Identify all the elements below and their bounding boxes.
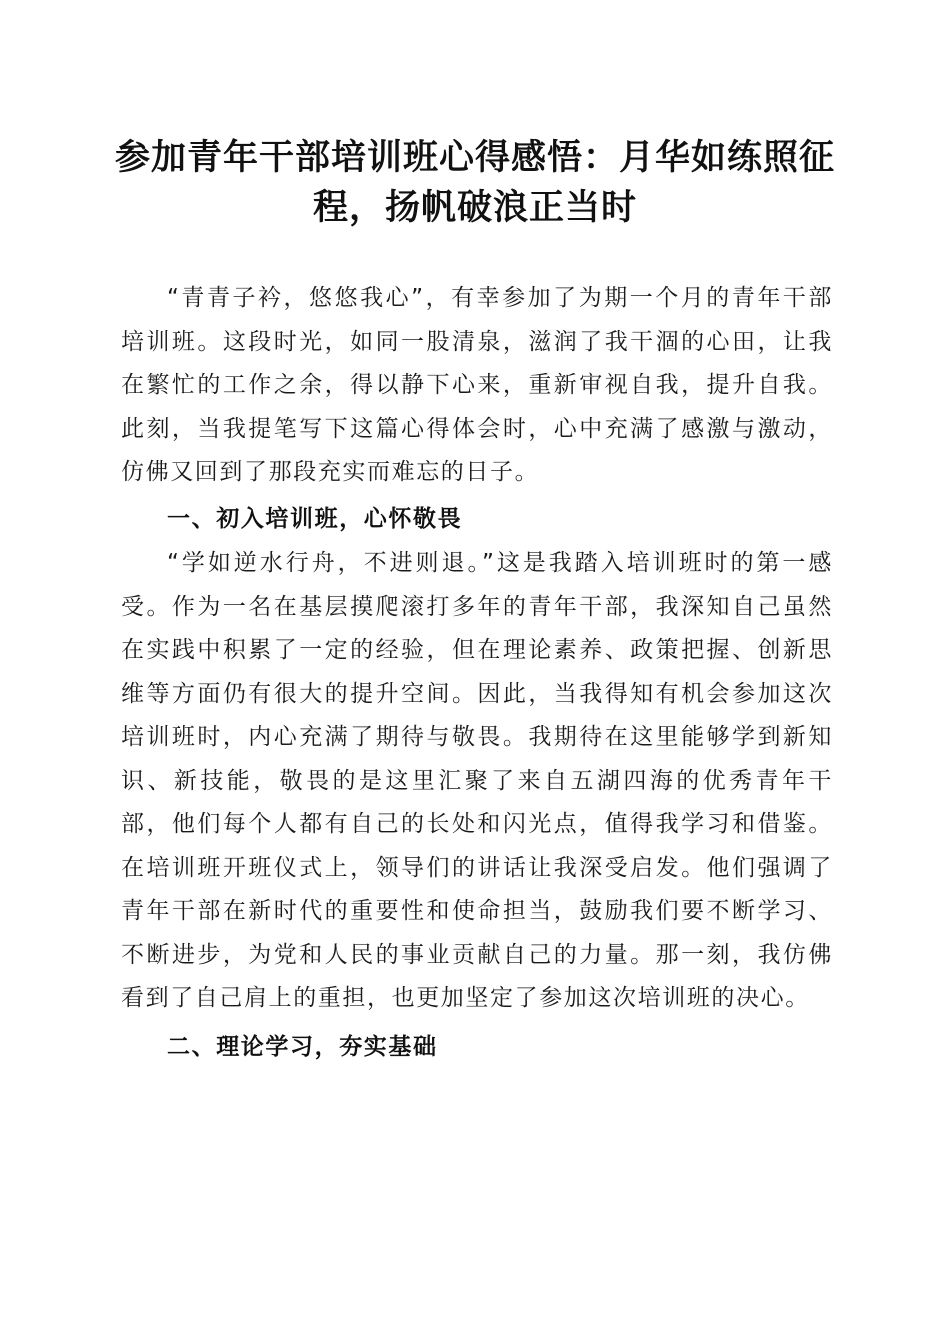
section-heading-1: 一、初入培训班，心怀敬畏	[167, 505, 463, 532]
section-1-paragraph: “学如逆水行舟，不进则退。”这是我踏入培训班时的第一感受。作为一名在基层摸爬滚打多年的青年干部，我深知自己虽然在实践中积累了一定的经验，但在理论素养、政策把握、创新思维等方面仍有很大的提升空间。因此，当我得知有机会参加这次培训班时，内心充满了期待与敬畏。我期待在这里能够学到新知识、新技能，敬畏的是这里汇聚了来自五湖四海的优秀青年干部，他们每个人都有自己的长处和闪光点，值得我学习和借鉴。在培训班开班仪式上，领导们的讲话让我深受启发。他们强调了青年干部在新时代的重要性和使命担当，鼓励我们要不断学习、不断进步，为党和人民的事业贡献自己的力量。那一刻，我仿佛看到了自己肩上的重担，也更加坚定了参加这次培训班的决心。	[121, 550, 833, 1011]
document-body	[121, 277, 833, 1069]
document-title: 参加青年干部培训班心得感悟：月华如练照征程，扬帆破浪正当时	[114, 137, 835, 228]
intro-paragraph: “青青子衿，悠悠我心”，有幸参加了为期一个月的青年干部培训班。这段时光，如同一股清泉，滋润了我干涸的心田，让我在繁忙的工作之余，得以静下心来，重新审视自我，提升自我。此刻，当我提笔写下这篇心得体会时，心中充满了感激与激动，仿佛又回到了那段充实而难忘的日子。	[121, 285, 833, 485]
section-heading-2: 二、理论学习，夯实基础	[167, 1033, 438, 1060]
